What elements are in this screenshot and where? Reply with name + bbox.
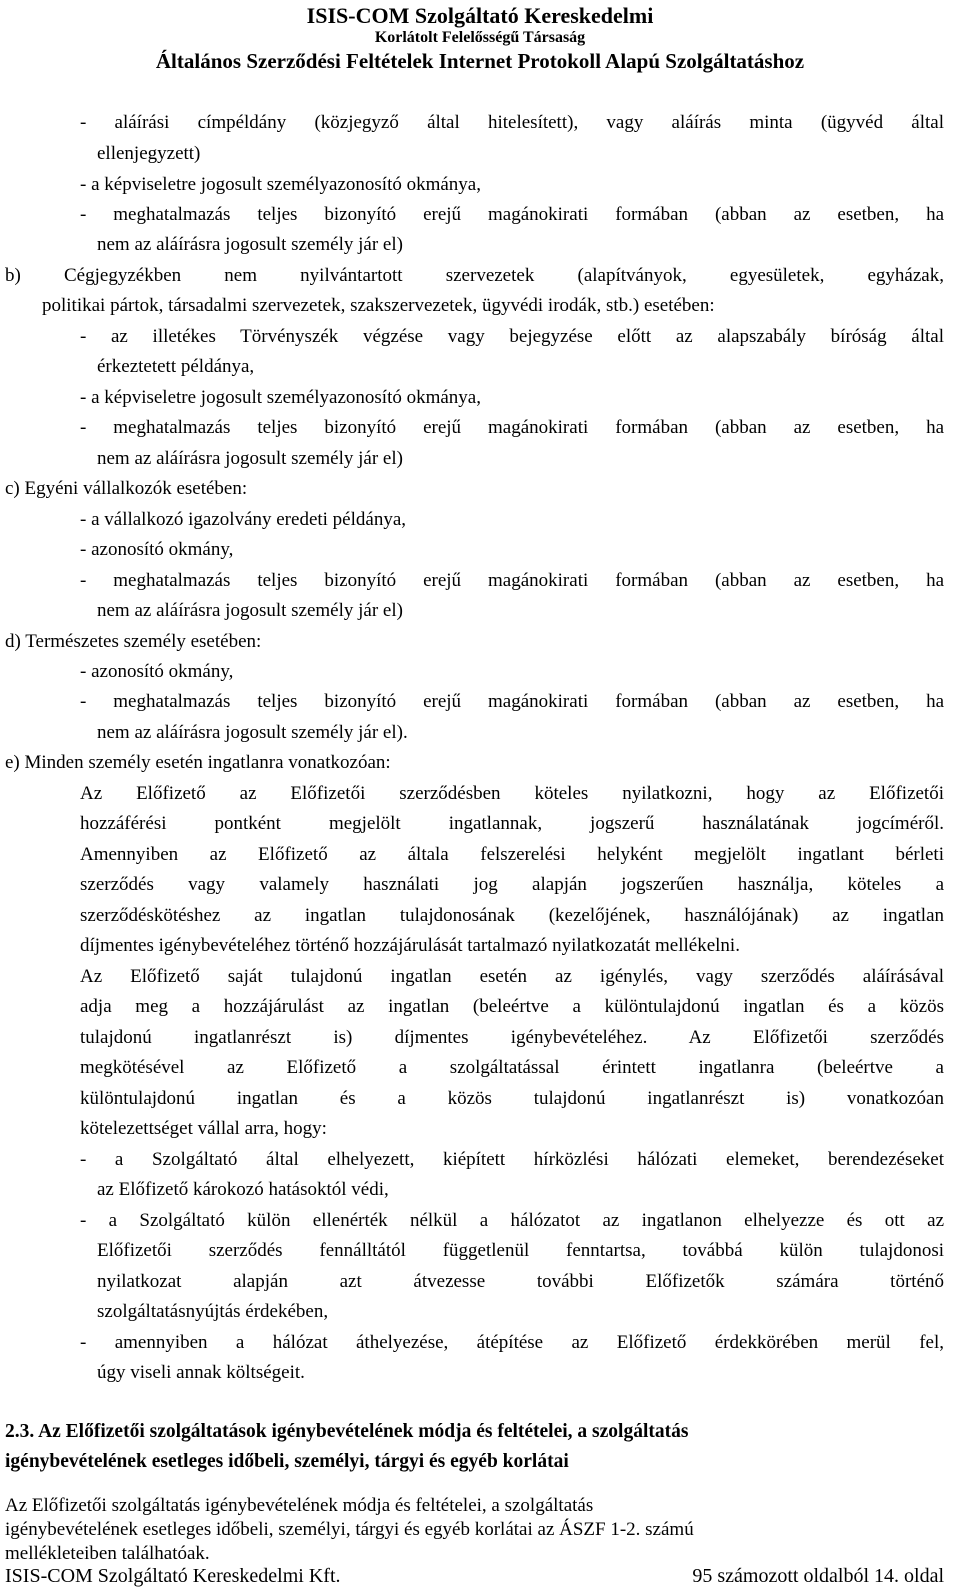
body-line: - meghatalmazás teljes bizonyító erejű magánokirati formában (abban az esetben, ha: [80, 204, 944, 225]
body-line: szerződés vagy valamely használati jog alapján jogszerűen használja, köteles a: [80, 874, 944, 895]
body-line: - a Szolgáltató külön ellenérték nélkül a hálózatot az ingatlanon elhelyezze és ott az: [80, 1210, 944, 1231]
body-line: az Előfizető károkozó hatásoktól védi,: [97, 1179, 389, 1200]
section-body-line: Az Előfizetői szolgáltatás igénybevételének módja és feltételei, a szolgáltatás: [5, 1495, 594, 1516]
body-line: Előfizetői szerződés fennálltától függetlenül fenntartsa, továbbá külön tulajdonosi: [97, 1240, 944, 1261]
body-line: - a képviseletre jogosult személyazonosító okmánya,: [80, 174, 481, 195]
section-heading: [5, 1420, 688, 1443]
document-title: Általános Szerződési Feltételek Internet Protokoll Alapú Szolgáltatáshoz: [155, 49, 805, 73]
body-line: - a képviseletre jogosult személyazonosító okmánya,: [80, 387, 481, 408]
document-header: [0, 0, 960, 74]
company-name: ISIS-COM Szolgáltató Kereskedelmi: [306, 3, 654, 28]
body-line: - a Szolgáltató által elhelyezett, kiépített hírközlési hálózati elemeket, berendezéseket: [80, 1149, 944, 1170]
footer-page-number: 95 számozott oldalból 14. oldal: [692, 1565, 944, 1587]
body-line: - meghatalmazás teljes bizonyító erejű magánokirati formában (abban az esetben, ha: [80, 417, 944, 438]
body-line: - az illetékes Törvényszék végzése vagy bejegyzése előtt az alapszabály bíróság által: [80, 326, 944, 347]
footer-company: ISIS-COM Szolgáltató Kereskedelmi Kft.: [5, 1565, 341, 1587]
body-line: - azonosító okmány,: [80, 661, 234, 682]
list-item-c: c) Egyéni vállalkozók esetében:: [5, 478, 248, 499]
body-line: megkötésével az Előfizető a szolgáltatással érintett ingatlanra (beleértve a: [80, 1057, 944, 1078]
body-line: tulajdonú ingatlanrészt is) díjmentes igénybevételéhez. Az Előfizetői szerződés: [80, 1027, 944, 1048]
body-line: - meghatalmazás teljes bizonyító erejű magánokirati formában (abban az esetben, ha: [80, 570, 944, 591]
body-line: különtulajdonú ingatlan és a közös tulajdonú ingatlanrészt is) vonatkozóan: [80, 1088, 944, 1109]
body-line: - meghatalmazás teljes bizonyító erejű magánokirati formában (abban az esetben, ha: [80, 691, 944, 712]
body-line: - amennyiben a hálózat áthelyezése, átépítése az Előfizető érdekkörében merül fel,: [80, 1332, 944, 1353]
section-body-line: mellékleteiben találhatóak.: [5, 1543, 210, 1564]
section-title-line1: Az Előfizetői szolgáltatások igénybevételének módja és feltételei, a szolgáltatás: [38, 1421, 689, 1442]
section-body-line: igénybevételének esetleges időbeli, személyi, tárgyi és egyéb korlátai az ÁSZF 1-2. számú: [5, 1519, 694, 1540]
body-line: - a vállalkozó igazolvány eredeti példánya,: [80, 509, 407, 530]
body-line: díjmentes igénybevételéhez történő hozzájárulását tartalmazó nyilatkozatát mellékelni.: [80, 935, 740, 956]
section-number: 2.3.: [5, 1421, 35, 1442]
body-line: - azonosító okmány,: [80, 539, 234, 560]
list-item-d: d) Természetes személy esetében:: [5, 631, 262, 652]
body-line: Az Előfizető saját tulajdonú ingatlan esetén az igénylés, vagy szerződés aláírásával: [80, 966, 944, 987]
body-line: hozzáférési pontként megjelölt ingatlannak, jogszerű használatának jogcíméről.: [80, 813, 944, 834]
body-line: - aláírási címpéldány (közjegyző által hitelesített), vagy aláírás minta (ügyvéd által: [80, 112, 944, 133]
body-line: úgy viseli annak költségeit.: [97, 1362, 305, 1383]
body-line: ellenjegyzett): [97, 143, 201, 164]
section-title-line2: igénybevételének esetleges időbeli, személyi, tárgyi és egyéb korlátai: [5, 1451, 569, 1472]
body-line: szerződéskötéshez az ingatlan tulajdonosának (kezelőjének, használójának) az ingatlan: [80, 905, 944, 926]
company-type: Korlátolt Felelősségű Társaság: [374, 29, 586, 46]
body-line: nem az aláírásra jogosult személy jár el).: [97, 722, 408, 743]
body-line: szolgáltatásnyújtás érdekében,: [97, 1301, 329, 1322]
body-line: Az Előfizető az Előfizetői szerződésben köteles nyilatkozni, hogy az Előfizetői: [80, 783, 944, 804]
list-item-e: e) Minden személy esetén ingatlanra vonatkozóan:: [5, 752, 391, 773]
body-line: érkeztetett példánya,: [97, 356, 255, 377]
body-line: nem az aláírásra jogosult személy jár el): [97, 234, 403, 255]
body-line: adja meg a hozzájárulást az ingatlan (beleértve a különtulajdonú ingatlan és a közös: [80, 996, 944, 1017]
body-line: nem az aláírásra jogosult személy jár el): [97, 448, 403, 469]
list-item-b: b) Cégjegyzékben nem nyilvántartott szervezetek (alapítványok, egyesületek, egyházak,: [5, 265, 944, 286]
body-line: nem az aláírásra jogosult személy jár el): [97, 600, 403, 621]
body-line: Amennyiben az Előfizető az általa felszerelési helyként megjelölt ingatlant bérleti: [80, 844, 944, 865]
body-line: kötelezettséget vállal arra, hogy:: [80, 1118, 327, 1139]
body-line: nyilatkozat alapján azt átvezesse további Előfizetők számára történő: [97, 1271, 944, 1292]
body-line: politikai pártok, társadalmi szervezetek, szakszervezetek, ügyvédi irodák, stb.) esetében:: [42, 295, 715, 316]
